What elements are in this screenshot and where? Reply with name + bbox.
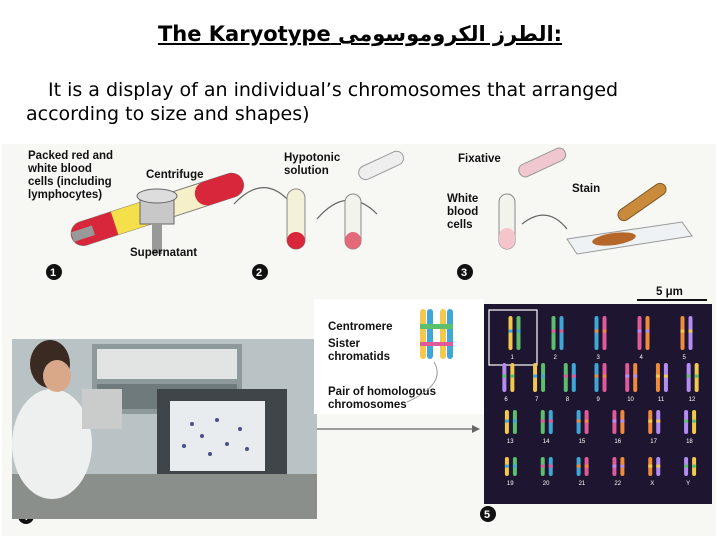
title-english: The Karyotype — [157, 22, 331, 46]
title-colon: : — [553, 22, 563, 46]
step-badge-3 — [457, 264, 473, 280]
chromosome-number-label: 13 — [506, 439, 514, 445]
svg-text:1: 1 — [50, 267, 57, 279]
chromosome — [638, 316, 642, 350]
chromosome-number-label: 20 — [542, 481, 550, 487]
label-packed-cells-3: cells (including — [28, 176, 112, 188]
monitor-screen — [170, 401, 265, 471]
label-hypotonic-1: Hypotonic — [284, 152, 341, 164]
lab-photo — [12, 339, 317, 519]
label-packed-cells-4: lymphocytes) — [28, 189, 103, 201]
chromosome-number-label: 7 — [535, 397, 539, 403]
label-centrifuge: Centrifuge — [146, 169, 204, 181]
chromosome-number-label: 17 — [650, 439, 657, 445]
scale-label: 5 μm — [656, 286, 683, 298]
label-centromere: Centromere — [328, 321, 393, 333]
chromosome-number-label: 3 — [596, 355, 600, 361]
chromosome — [689, 316, 693, 350]
chromosome-number-label: Y — [686, 481, 691, 487]
chromosome — [595, 316, 599, 350]
label-supernatant: Supernatant — [130, 247, 198, 259]
label-sister-chromatids-1: Sister — [328, 338, 360, 350]
label-fixative: Fixative — [458, 153, 501, 165]
chromosome-number-label: 4 — [639, 355, 643, 361]
fixative-pipette — [517, 146, 568, 179]
slide-title — [0, 22, 720, 46]
hypotonic-pipette — [356, 149, 405, 182]
hypotonic-tube-illustration — [287, 189, 305, 249]
chromosome-number-label: 22 — [614, 481, 622, 487]
fixative-tube-illustration — [345, 194, 515, 249]
chromosome-number-label: 16 — [614, 439, 622, 445]
chromosome-number-label: 8 — [565, 397, 570, 403]
chromosome-number-label: 1 — [510, 355, 514, 361]
definition-line-2: according to size and shapes) — [26, 103, 310, 125]
karyotype-procedure-figure — [2, 144, 716, 536]
label-white-blood-1: White — [447, 193, 479, 205]
chromosome — [509, 316, 513, 350]
step-badge-5 — [480, 506, 496, 522]
label-white-blood-3: cells — [447, 219, 473, 231]
chromosome-number-label: 11 — [657, 397, 665, 403]
chromosome-number-label: 5 — [682, 355, 686, 361]
label-hypotonic-2: solution — [284, 165, 329, 177]
label-homologous-1: Pair of homologous — [328, 386, 436, 398]
chromosome-number-label: 21 — [578, 481, 586, 487]
chromosome-number-label: 19 — [506, 481, 514, 487]
svg-text:3: 3 — [461, 267, 468, 279]
chromosome — [681, 316, 685, 350]
definition-text — [26, 78, 706, 126]
step-badge-1 — [46, 264, 62, 280]
label-sister-chromatids-2: chromatids — [328, 351, 390, 363]
stain-dropper — [616, 181, 669, 223]
procedure-illustration — [2, 144, 716, 536]
arrow-3-to-stain — [522, 215, 567, 229]
chromosome-number-label: X — [650, 481, 655, 487]
title-arabic: الطرز الكروموسومى — [338, 22, 554, 46]
label-homologous-2: chromosomes — [328, 399, 407, 411]
chromosome-number-label: 6 — [504, 397, 508, 403]
chromosome-number-label: 12 — [688, 397, 696, 403]
chromosome-number-label: 9 — [596, 397, 600, 403]
chromosome — [560, 316, 564, 350]
chromosome-number-label: 18 — [686, 439, 693, 445]
chromosome-number-label: 2 — [553, 355, 557, 361]
chromosome-number-label: 14 — [542, 439, 550, 445]
label-packed-cells-1: Packed red and — [28, 150, 114, 162]
chromosome — [517, 316, 521, 350]
label-stain: Stain — [572, 183, 601, 195]
step-badge-2 — [252, 264, 268, 280]
definition-line-1: It is a display of an individual’s chromosomes that arranged — [48, 79, 619, 101]
chromosome — [603, 316, 607, 350]
chromosome — [552, 316, 556, 350]
label-packed-cells-2: white blood — [28, 163, 92, 175]
svg-text:5: 5 — [484, 509, 491, 521]
chromosome-number-label: 15 — [578, 439, 586, 445]
chromosome-number-label: 10 — [627, 397, 634, 403]
chromosome — [646, 316, 650, 350]
label-white-blood-2: blood — [447, 206, 479, 218]
svg-text:2: 2 — [256, 267, 263, 279]
